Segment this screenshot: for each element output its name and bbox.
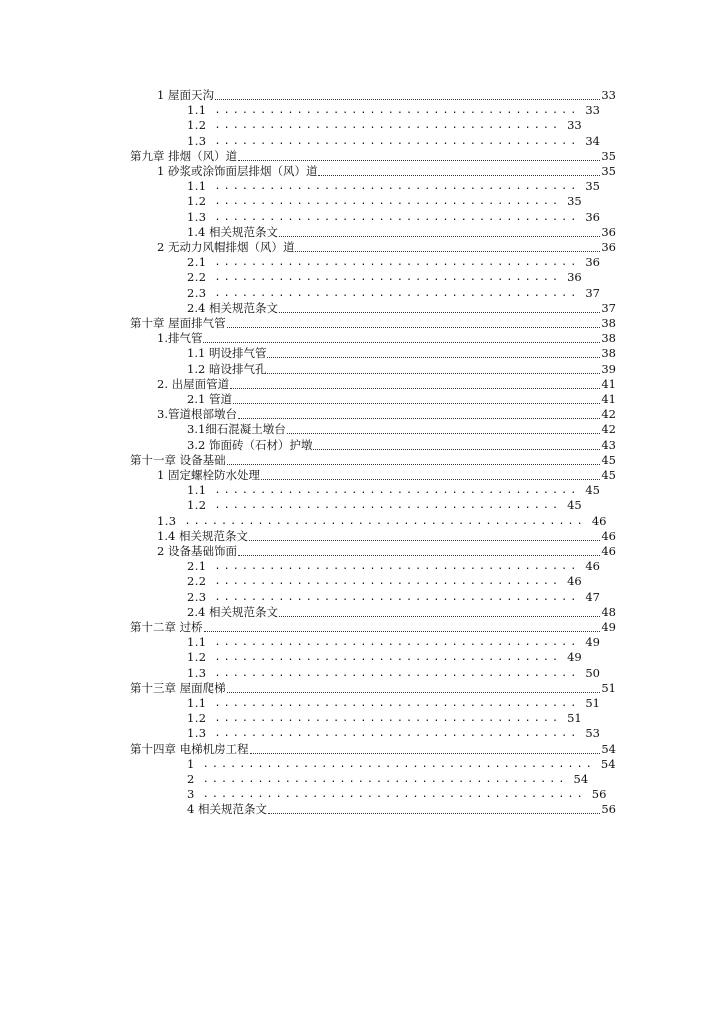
toc-entry-page-number: 36 [601, 240, 616, 254]
toc-entry[interactable] [187, 210, 600, 225]
toc-entry[interactable] [187, 255, 600, 270]
toc-entry[interactable] [130, 149, 616, 164]
dot-leader-text: ...................................... [214, 272, 562, 284]
dot-leader [215, 99, 600, 100]
toc-entry-page-number: 37 [585, 285, 600, 300]
toc-entry-page-number: 46 [591, 513, 607, 528]
dot-leader [227, 692, 601, 693]
toc-entry-page-number: 54 [601, 741, 616, 756]
toc-entry-title: 第十三章 屋面爬梯 [130, 680, 226, 695]
toc-entry[interactable] [130, 453, 616, 468]
dot-leader-text: ........................................ [214, 287, 580, 299]
toc-entry[interactable] [187, 726, 600, 741]
toc-entry-page-number: 47 [585, 589, 600, 604]
toc-entry-page-number: 36 [567, 270, 582, 285]
toc-entry-page-number: 56 [601, 802, 616, 817]
dot-leader-text: ........................................ [202, 774, 568, 785]
toc-entry-title: 2.1 [187, 255, 207, 270]
dot-leader [287, 433, 601, 434]
toc-entry[interactable] [130, 620, 616, 635]
dot-leader-text: ........................................ [214, 637, 580, 649]
toc-entry[interactable] [187, 270, 582, 285]
dot-leader-text: ............................................ [184, 515, 586, 527]
toc-entry[interactable] [187, 590, 600, 605]
toc-entry[interactable] [187, 422, 616, 437]
toc-entry[interactable] [130, 316, 616, 331]
toc-entry[interactable] [157, 164, 616, 179]
toc-entry[interactable] [187, 301, 616, 316]
toc-entry[interactable] [187, 650, 582, 665]
toc-entry-title: 2 [187, 772, 195, 786]
toc-entry-title: 1 砂浆或涂饰面层排烟（风）道 [157, 164, 318, 178]
toc-entry-title: 2.2 [187, 574, 207, 589]
dot-leader-text: ...................................... [214, 576, 562, 588]
toc-entry[interactable] [187, 286, 600, 301]
toc-entry-title: 1.1 [187, 103, 207, 118]
toc-entry[interactable] [187, 179, 600, 194]
toc-entry-page-number: 49 [585, 635, 600, 650]
toc-entry-title: 1.2 [187, 118, 207, 133]
dot-leader [204, 631, 601, 632]
dot-leader-text: ...................................... [214, 713, 562, 725]
dot-leader-text: ........................................ [214, 181, 580, 193]
toc-entry[interactable] [187, 498, 582, 513]
dot-leader-text: ........................................ [214, 211, 580, 223]
toc-entry-page-number: 46 [585, 559, 600, 574]
toc-entry-title: 2.3 [187, 285, 207, 300]
toc-entry[interactable] [187, 103, 600, 118]
toc-entry-page-number: 36 [585, 255, 600, 270]
toc-entry[interactable] [157, 331, 616, 346]
toc-entry-page-number: 51 [585, 696, 600, 710]
toc-entry[interactable] [187, 118, 582, 133]
dot-leader [238, 160, 600, 161]
dot-leader [279, 312, 600, 313]
dot-leader [261, 479, 600, 480]
toc-entry-title: 2 设备基础饰面 [157, 544, 237, 558]
toc-entry-title: 2. 出屋面管道 [157, 376, 230, 391]
toc-entry[interactable] [130, 681, 616, 696]
toc-entry-page-number: 41 [601, 376, 616, 391]
toc-entry[interactable] [187, 574, 582, 589]
toc-entry-page-number: 35 [585, 179, 600, 194]
toc-entry-page-number: 38 [601, 331, 616, 346]
toc-entry[interactable] [157, 377, 616, 392]
toc-entry-page-number: 49 [601, 620, 616, 634]
toc-entry-page-number: 54 [600, 756, 616, 771]
toc-entry[interactable] [187, 605, 616, 620]
toc-entry-title: 1 固定螺栓防水处理 [157, 468, 260, 482]
toc-entry-title: 1.3 [187, 726, 207, 741]
dot-leader-text: ........................................... [202, 758, 595, 770]
dot-leader-text: ........................................ [214, 257, 580, 269]
toc-entry-page-number: 45 [567, 498, 582, 513]
dot-leader-text: ...................................... [214, 196, 562, 208]
dot-leader [233, 403, 600, 404]
dot-leader [295, 251, 600, 252]
toc-entry-title: 1.排气管 [157, 331, 203, 346]
toc-entry-title: 2.1 [187, 559, 207, 574]
toc-entry[interactable] [157, 529, 616, 544]
toc-entry-page-number: 42 [601, 422, 616, 437]
toc-entry-title: 1 [187, 756, 195, 771]
toc-entry[interactable] [187, 392, 616, 407]
toc-entry-page-number: 46 [601, 528, 616, 543]
toc-entry[interactable] [157, 88, 616, 103]
toc-entry[interactable] [130, 742, 616, 757]
toc-entry-page-number: 37 [601, 300, 616, 315]
toc-entry-page-number: 41 [601, 392, 616, 406]
dot-leader [227, 464, 601, 465]
toc-entry-title: 2.4 相关规范条文 [187, 604, 278, 619]
toc-entry[interactable] [187, 559, 600, 574]
toc-entry[interactable] [157, 544, 616, 559]
toc-entry[interactable] [187, 194, 582, 209]
toc-entry-title: 1.4 相关规范条文 [157, 528, 248, 543]
dot-leader [268, 813, 600, 814]
toc-entry-title: 第十一章 设备基础 [130, 452, 226, 467]
toc-entry-page-number: 46 [601, 544, 616, 558]
dot-leader [279, 616, 600, 617]
toc-entry-page-number: 35 [567, 194, 582, 209]
toc-entry-title: 1.3 [187, 665, 207, 680]
toc-entry-title: 1.1 [187, 483, 207, 498]
toc-entry[interactable] [157, 468, 616, 483]
toc-entry[interactable] [187, 711, 582, 726]
dot-leader [238, 418, 600, 419]
toc-entry-page-number: 34 [585, 133, 600, 148]
toc-entry[interactable] [187, 635, 600, 650]
toc-entry-title: 1.2 [187, 194, 207, 209]
toc-entry-page-number: 48 [601, 604, 616, 619]
toc-entry-page-number: 46 [567, 574, 582, 589]
dot-leader [313, 449, 600, 450]
dot-leader-text: .......................................... [202, 789, 586, 801]
dot-leader-text: ........................................ [214, 105, 580, 117]
dot-leader [230, 388, 600, 389]
toc-entry[interactable] [157, 514, 606, 529]
toc-entry[interactable] [187, 362, 616, 377]
toc-entry-page-number: 53 [585, 726, 600, 741]
toc-entry-title: 1 屋面天沟 [157, 88, 214, 102]
dot-leader [267, 373, 600, 374]
toc-entry-page-number: 36 [585, 209, 600, 224]
toc-entry-page-number: 51 [601, 680, 616, 695]
toc-entry-title: 2.3 [187, 589, 207, 604]
toc-entry-title: 1.4 相关规范条文 [187, 224, 278, 239]
dot-leader-text: ........................................ [214, 667, 580, 679]
toc-entry[interactable] [157, 407, 616, 422]
toc-entry-page-number: 50 [585, 665, 600, 680]
toc-entry[interactable] [187, 438, 616, 453]
toc-entry-page-number: 49 [567, 650, 582, 665]
toc-entry[interactable] [187, 757, 616, 772]
dot-leader-text: ........................................ [214, 561, 580, 573]
toc-entry-title: 1.1 [187, 179, 207, 194]
toc-entry-page-number: 39 [601, 361, 616, 376]
dot-leader-text: ........................................ [214, 698, 580, 709]
toc-entry-title: 2.1 管道 [187, 392, 232, 406]
toc-entry-title: 3.管道根部墩台 [157, 407, 237, 422]
toc-entry[interactable] [187, 696, 600, 711]
toc-entry-page-number: 33 [601, 88, 616, 102]
toc-entry-page-number: 33 [585, 103, 600, 118]
toc-entry[interactable] [187, 772, 588, 787]
toc-entry-title: 1.2 [187, 650, 207, 665]
toc-entry-title: 1.2 [187, 711, 207, 726]
dot-leader [238, 555, 600, 556]
toc-entry-page-number: 33 [567, 118, 582, 133]
toc-entry-title: 3.2 饰面砖（石材）护墩 [187, 437, 313, 452]
dot-leader [249, 540, 600, 541]
toc-entry[interactable] [187, 134, 600, 149]
toc-entry-page-number: 51 [567, 711, 582, 726]
toc-entry-title: 2.2 [187, 270, 207, 285]
toc-entry-title: 第十二章 过桥 [130, 620, 203, 634]
toc-entry-title: 3 [187, 787, 195, 802]
dot-leader-text: ...................................... [214, 500, 562, 512]
toc-entry-title: 2.4 相关规范条文 [187, 300, 278, 315]
toc-entry-title: 2 无动力风帽排烟（风）道 [157, 240, 295, 254]
toc-entry-title: 第十章 屋面排气管 [130, 316, 226, 330]
toc-entry-title: 1.3 [187, 209, 207, 224]
toc-entry-title: 第九章 排烟（风）道 [130, 148, 238, 163]
toc-entry-page-number: 45 [585, 483, 600, 498]
toc-entry-page-number: 42 [601, 407, 616, 422]
toc-entry-title: 1.1 [187, 696, 207, 710]
toc-entry-title: 1.1 [187, 635, 207, 650]
dot-leader-text: ...................................... [214, 652, 562, 664]
toc-entry-page-number: 43 [601, 437, 616, 452]
toc-entry-page-number: 56 [591, 787, 607, 802]
toc-entry-page-number: 38 [601, 346, 616, 361]
dot-leader-text: ........................................ [214, 135, 580, 147]
dot-leader-text: ........................................ [214, 591, 580, 603]
toc-entry[interactable] [157, 240, 616, 255]
toc-entry-page-number: 36 [601, 224, 616, 239]
dot-leader [267, 357, 600, 358]
toc-entry-title: 第十四章 电梯机房工程 [130, 741, 249, 756]
dot-leader [203, 342, 600, 343]
toc-entry[interactable] [187, 483, 600, 498]
toc-entry-title: 3.1细石混凝土墩台 [187, 422, 286, 437]
dot-leader-text: ........................................ [214, 485, 580, 497]
toc-entry[interactable] [187, 346, 616, 361]
dot-leader [318, 175, 600, 176]
toc-entry-page-number: 54 [573, 772, 589, 786]
toc-entry-title: 1.2 暗设排气孔 [187, 361, 267, 376]
toc-entry-title: 4 相关规范条文 [187, 802, 267, 817]
toc-entry-page-number: 45 [601, 452, 616, 467]
toc-entry-title: 1.3 [157, 513, 177, 528]
toc-entry-page-number: 38 [601, 316, 616, 330]
toc-entry-page-number: 45 [601, 468, 616, 482]
toc-entry[interactable] [187, 787, 606, 802]
toc-entry-title: 1.2 [187, 498, 207, 513]
toc-entry[interactable] [187, 802, 616, 817]
dot-leader [279, 236, 600, 237]
toc-entry-page-number: 35 [601, 164, 616, 178]
dot-leader [250, 753, 601, 754]
dot-leader-text: ...................................... [214, 120, 562, 132]
toc-entry-title: 1.3 [187, 133, 207, 148]
toc-entry[interactable] [187, 225, 616, 240]
dot-leader-text: ........................................ [214, 728, 580, 740]
toc-entry[interactable] [187, 666, 600, 681]
toc-entry-page-number: 35 [601, 148, 616, 163]
dot-leader [227, 327, 601, 328]
toc-entry-title: 1.1 明设排气管 [187, 346, 267, 361]
